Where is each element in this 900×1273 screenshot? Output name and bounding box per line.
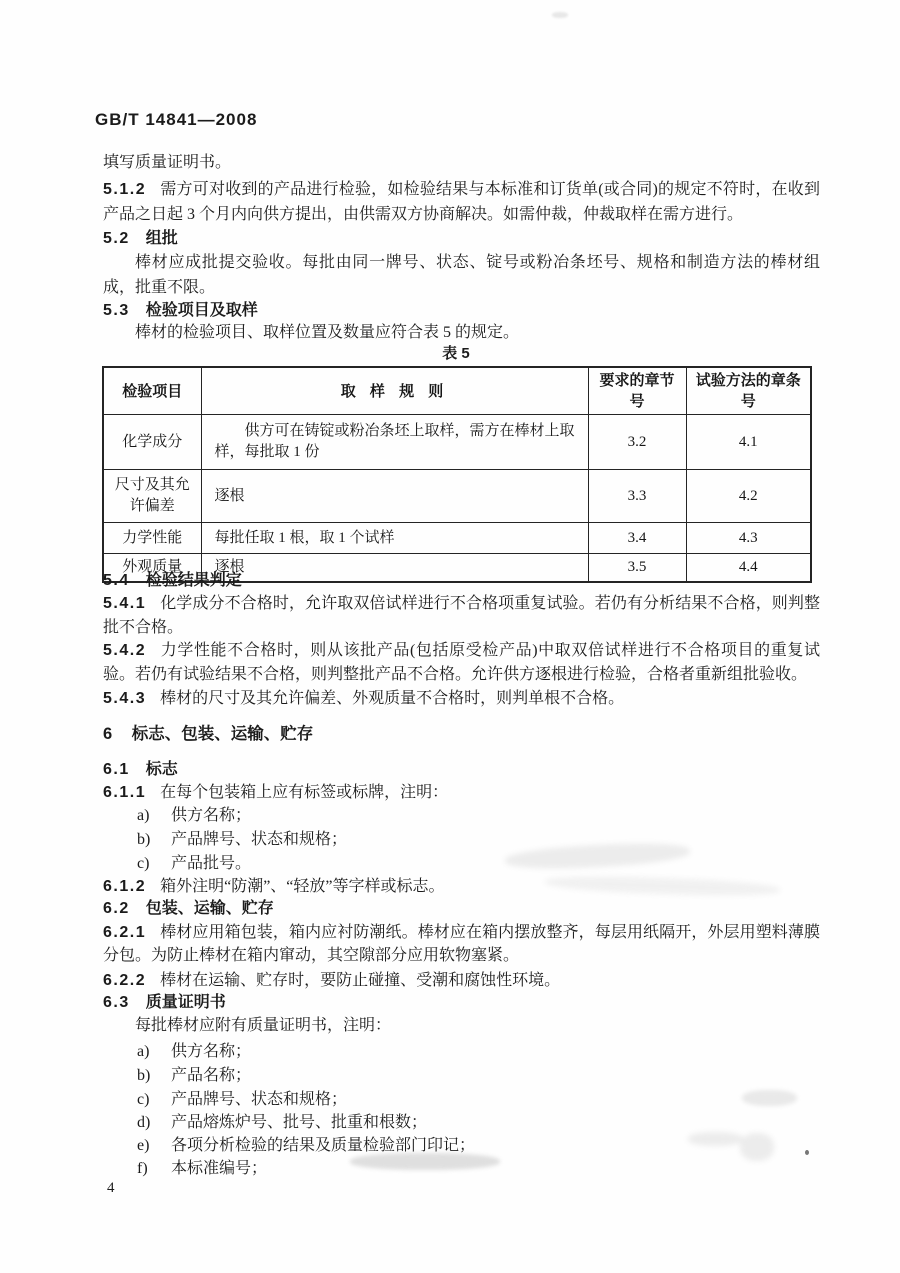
heading-title: 标志、包装、运输、贮存 bbox=[131, 725, 314, 743]
list-item bbox=[103, 1088, 854, 1112]
heading-6-1 bbox=[103, 758, 820, 782]
cell-item: 化学成分 bbox=[103, 415, 201, 470]
table5 bbox=[102, 366, 812, 583]
cell-item: 外观质量 bbox=[103, 554, 201, 582]
list-item bbox=[103, 1040, 854, 1064]
heading-number: 5.4 bbox=[103, 572, 130, 589]
cell-method: 4.1 bbox=[686, 415, 811, 470]
list-item-label: c) bbox=[137, 1091, 150, 1108]
heading-title: 标志 bbox=[145, 761, 178, 778]
heading-number: 5.3 bbox=[103, 302, 130, 319]
cell-item: 力学性能 bbox=[103, 523, 201, 554]
clause-5-4-3 bbox=[103, 687, 820, 711]
table5-header-method: 试验方法的章条号 bbox=[686, 367, 811, 415]
cell-item: 尺寸及其允许偏差 bbox=[103, 470, 201, 523]
cell-rule: 每批任取 1 根，取 1 个试样 bbox=[201, 523, 588, 554]
list-item-text: 本标准编号； bbox=[171, 1160, 268, 1177]
clause-5-1-2 bbox=[103, 177, 820, 227]
clause-5-4-1 bbox=[103, 592, 820, 640]
cell-rule: 逐根 bbox=[201, 554, 588, 582]
cell-rule: 供方可在铸锭或粉冶条坯上取样，需方在棒材上取样，每批取 1 份 bbox=[201, 415, 588, 470]
paragraph-5-3: 棒材的检验项目、取样位置及数量应符合表 5 的规定。 bbox=[135, 324, 520, 341]
clause-5-4-2 bbox=[103, 639, 820, 687]
heading-number: 6.3 bbox=[103, 994, 130, 1011]
list-item-text: 产品名称； bbox=[171, 1067, 252, 1084]
heading-number: 5.2 bbox=[103, 230, 130, 247]
clause-text: 需方可对收到的产品进行检验，如检验结果与本标准和订货单(或合同)的规定不符时，在收到产品之日起 3 个月内向供方提出，由供需双方协商解决。如需仲裁，仲裁取样在需方进行。 bbox=[103, 181, 820, 223]
clause-text: 棒材的尺寸及其允许偏差、外观质量不合格时，则判单根不合格。 bbox=[160, 690, 625, 707]
scan-artifact bbox=[805, 1150, 809, 1155]
paragraph-5-2: 棒材应成批提交验收。每批由同一牌号、状态、锭号或粉冶条坯号、规格和制造方法的棒材组成，批重不限。 bbox=[103, 254, 820, 296]
table5-header-rule: 取 样 规 则 bbox=[201, 367, 588, 415]
cell-req: 3.2 bbox=[588, 415, 686, 470]
heading-5-4 bbox=[103, 569, 820, 593]
heading-6-2 bbox=[103, 897, 820, 921]
list-item-text: 供方名称； bbox=[171, 807, 252, 824]
page-number: 4 bbox=[107, 1180, 115, 1196]
clause-text: 在每个包装箱上应有标签或标牌，注明： bbox=[160, 784, 449, 801]
clause-number: 6.1.2 bbox=[103, 878, 147, 895]
clause-6-2-2 bbox=[103, 969, 820, 993]
cell-req: 3.5 bbox=[588, 554, 686, 582]
clause-text: 化学成分不合格时，允许取双倍试样进行不合格项重复试验。若仍有分析结果不合格，则判整批不合格。 bbox=[103, 595, 820, 636]
cell-req: 3.4 bbox=[588, 523, 686, 554]
table5-header-row bbox=[103, 367, 811, 415]
table5-header-item: 检验项目 bbox=[103, 367, 201, 415]
paragraph-6-3: 每批棒材应附有质量证明书，注明： bbox=[135, 1017, 392, 1034]
clause-text: 棒材在运输、贮存时，要防止碰撞、受潮和腐蚀性环境。 bbox=[160, 972, 561, 989]
list-item-label: f) bbox=[137, 1160, 148, 1177]
list-item-label: d) bbox=[137, 1114, 151, 1131]
heading-5-2 bbox=[103, 227, 820, 251]
table-row bbox=[103, 415, 811, 470]
list-item bbox=[103, 852, 854, 876]
table5-header-req: 要求的章节号 bbox=[588, 367, 686, 415]
list-item-text: 产品牌号、状态和规格； bbox=[171, 831, 348, 848]
list-item bbox=[103, 804, 854, 828]
list-item bbox=[103, 1111, 854, 1135]
list-item-text: 各项分析检验的结果及质量检验部门印记； bbox=[171, 1137, 476, 1154]
clause-number: 6.2.1 bbox=[103, 924, 147, 941]
scan-artifact bbox=[350, 1153, 500, 1170]
list-item-label: c) bbox=[137, 855, 150, 872]
cell-method: 4.2 bbox=[686, 470, 811, 523]
list-item-label: a) bbox=[137, 807, 150, 824]
list-item-label: b) bbox=[137, 831, 151, 848]
clause-number: 5.4.3 bbox=[103, 690, 147, 707]
scan-artifact bbox=[552, 12, 568, 18]
heading-number: 6.2 bbox=[103, 900, 130, 917]
scan-artifact bbox=[688, 1132, 743, 1146]
list-item-label: b) bbox=[137, 1067, 151, 1084]
heading-title: 质量证明书 bbox=[145, 994, 226, 1011]
paragraph-continuation: 填写质量证明书。 bbox=[103, 154, 232, 171]
table5-caption: 表 5 bbox=[442, 345, 470, 362]
list-item-label: e) bbox=[137, 1137, 150, 1154]
clause-text: 棒材应用箱包装，箱内应衬防潮纸。棒材应在箱内摆放整齐，每层用纸隔开，外层用塑料薄膜分包。为防止棒材在箱内窜动，其空隙部分应用软物塞紧。 bbox=[103, 924, 820, 964]
clause-number: 6.1.1 bbox=[103, 784, 147, 801]
standard-number-header: GB/T 14841—2008 bbox=[95, 110, 258, 129]
heading-number: 6 bbox=[103, 725, 114, 743]
heading-5-3 bbox=[103, 299, 820, 323]
list-item-text: 供方名称； bbox=[171, 1043, 252, 1060]
list-item bbox=[103, 828, 854, 852]
list-item-label: a) bbox=[137, 1043, 150, 1060]
scan-artifact bbox=[740, 1133, 774, 1161]
clause-6-1-1 bbox=[103, 781, 820, 805]
heading-number: 6.1 bbox=[103, 761, 130, 778]
table-row bbox=[103, 523, 811, 554]
clause-number: 6.2.2 bbox=[103, 972, 147, 989]
clause-number: 5.1.2 bbox=[103, 181, 147, 198]
heading-6-3 bbox=[103, 991, 820, 1015]
clause-6-2-1 bbox=[103, 921, 820, 967]
heading-title: 包装、运输、贮存 bbox=[145, 900, 274, 917]
clause-number: 5.4.1 bbox=[103, 595, 147, 612]
cell-method: 4.4 bbox=[686, 554, 811, 582]
heading-title: 组批 bbox=[145, 230, 178, 247]
scan-artifact bbox=[742, 1090, 797, 1106]
list-item-text: 产品批号。 bbox=[171, 855, 252, 872]
clause-number: 5.4.2 bbox=[103, 642, 147, 659]
list-item bbox=[103, 1064, 854, 1088]
cell-method: 4.3 bbox=[686, 523, 811, 554]
clause-text: 箱外注明“防潮”、“轻放”等字样或标志。 bbox=[160, 878, 445, 895]
cell-rule: 逐根 bbox=[201, 470, 588, 523]
heading-title: 检验结果判定 bbox=[145, 572, 242, 589]
cell-req: 3.3 bbox=[588, 470, 686, 523]
table-row bbox=[103, 470, 811, 523]
heading-6 bbox=[103, 722, 820, 746]
list-item-text: 产品牌号、状态和规格； bbox=[171, 1091, 348, 1108]
list-item-text: 产品熔炼炉号、批号、批重和根数； bbox=[171, 1114, 428, 1131]
heading-title: 检验项目及取样 bbox=[145, 302, 258, 319]
clause-text: 力学性能不合格时，则从该批产品(包括原受检产品)中取双倍试样进行不合格项目的重复试验。若仍有试验结果不合格，则判整批产品不合格。允许供方逐根进行检验，合格者重新组批验收。 bbox=[103, 642, 820, 683]
